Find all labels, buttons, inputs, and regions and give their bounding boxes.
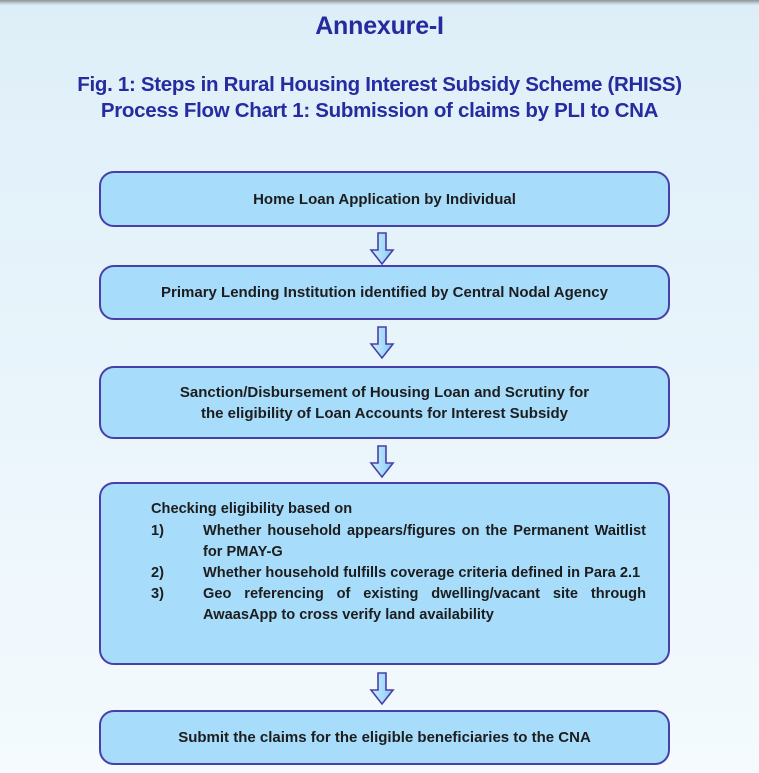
list-item xyxy=(151,521,646,563)
figure-title-line-1: Fig. 1: Steps in Rural Housing Interest Subsidy Scheme (RHISS) xyxy=(77,73,682,96)
flow-node-step-2 xyxy=(99,265,670,320)
list-item-number: 1) xyxy=(151,523,164,539)
flow-node-step-1 xyxy=(99,171,670,227)
figure-title-line-2: Process Flow Chart 1: Submission of claims by PLI to CNA xyxy=(100,99,659,122)
flow-node-step-5 xyxy=(99,710,670,765)
eligibility-criteria-list xyxy=(151,521,646,626)
flow-node-step-1-label: Home Loan Application by Individual xyxy=(253,190,516,208)
list-item xyxy=(151,584,646,626)
down-arrow-glyph xyxy=(368,232,396,266)
flow-node-step-4 xyxy=(99,482,670,665)
down-arrow-icon xyxy=(368,445,396,479)
flow-node-step-3 xyxy=(99,366,670,439)
list-item-number: 2) xyxy=(151,565,164,581)
list-item-number: 3) xyxy=(151,586,164,602)
flow-node-step-3-line-2: the eligibility of Loan Accounts for Interest Subsidy xyxy=(201,404,568,422)
eligibility-checklist-header: Checking eligibility based on xyxy=(151,501,353,517)
down-arrow-glyph xyxy=(368,326,396,360)
list-item-text: Geo referencing of existing dwelling/vacant site through AwaasApp to cross verify land availability xyxy=(203,586,646,623)
flow-node-step-3-line-1: Sanction/Disbursement of Housing Loan and Scrutiny for xyxy=(179,383,590,401)
top-edge-strip xyxy=(0,0,759,5)
down-arrow-icon xyxy=(368,326,396,360)
list-item xyxy=(151,563,646,584)
down-arrow-glyph xyxy=(368,445,396,479)
flow-node-step-5-label: Submit the claims for the eligible beneficiaries to the CNA xyxy=(178,729,591,746)
figure-title xyxy=(0,72,759,124)
list-item-text: Whether household appears/figures on the Permanent Waitlist for PMAY-G xyxy=(203,523,646,560)
page-title: Annexure-I xyxy=(315,12,444,40)
down-arrow-icon xyxy=(368,232,396,266)
down-arrow-glyph xyxy=(368,672,396,706)
eligibility-checklist xyxy=(101,484,668,638)
down-arrow-icon xyxy=(368,672,396,706)
list-item-text: Whether household fulfills coverage criteria defined in Para 2.1 xyxy=(203,565,641,581)
flow-node-step-2-label: Primary Lending Institution identified by Central Nodal Agency xyxy=(161,284,608,301)
flow-node-step-3-label xyxy=(164,382,605,424)
